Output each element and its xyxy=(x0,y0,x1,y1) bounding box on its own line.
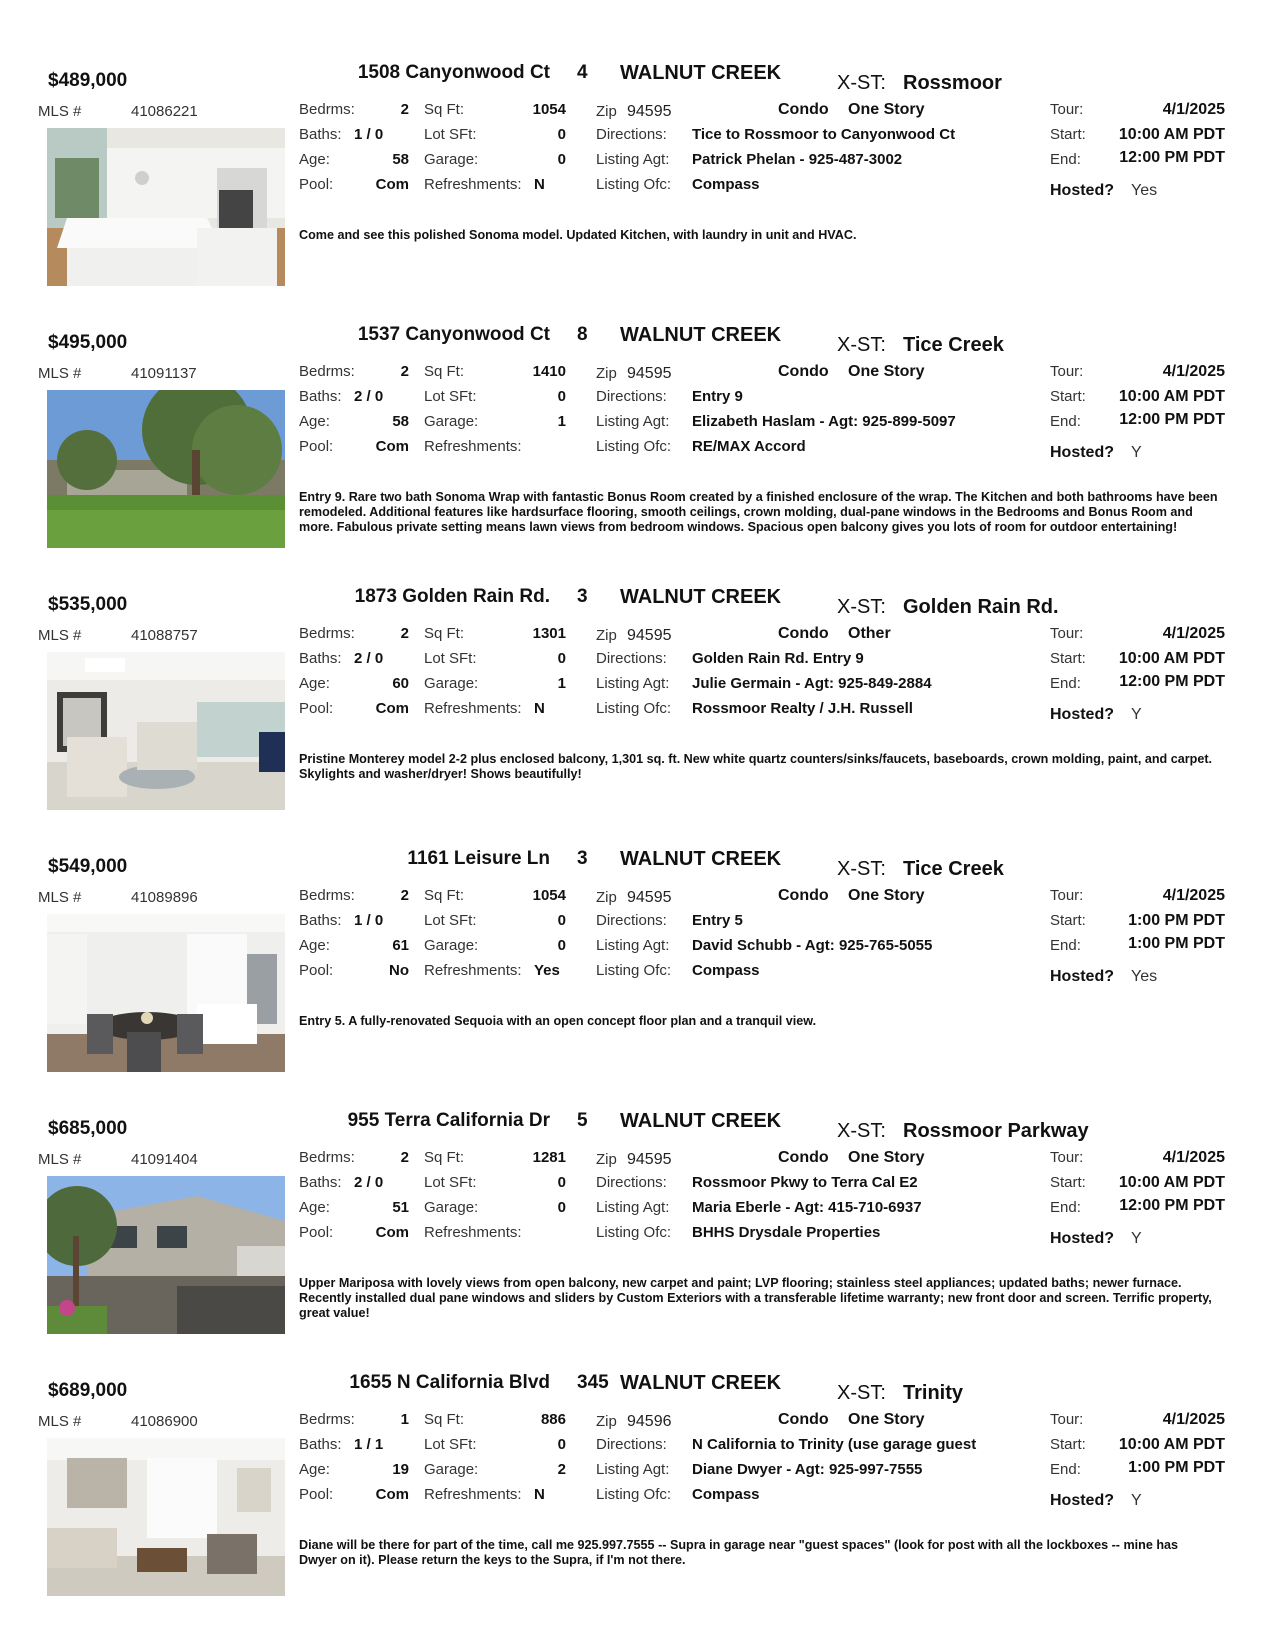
listing-city: WALNUT CREEK xyxy=(620,1372,782,1394)
mls-number: 41091404 xyxy=(131,1151,198,1168)
age-label: Age: xyxy=(299,1461,330,1478)
baths-label: Baths: xyxy=(299,650,342,667)
property-type: Condo xyxy=(778,1149,829,1166)
cross-street-value: Tice Creek xyxy=(903,858,1004,880)
baths-label: Baths: xyxy=(299,1436,342,1453)
hosted-label: Hosted? xyxy=(1050,1492,1114,1509)
lot-sqft-label: Lot SFt: xyxy=(424,1436,477,1453)
zip-value: 94595 xyxy=(627,365,672,382)
hosted-label: Hosted? xyxy=(1050,182,1114,199)
garage-value: 1 xyxy=(557,413,566,430)
zip-value: 94595 xyxy=(627,103,672,120)
hosted-label: Hosted? xyxy=(1050,968,1114,985)
age-label: Age: xyxy=(299,151,330,168)
zip-value: 94595 xyxy=(627,1151,672,1168)
directions-value: Rossmoor Pkwy to Terra Cal E2 xyxy=(692,1174,918,1191)
directions-label: Directions: xyxy=(596,1174,667,1191)
lot-sqft-label: Lot SFt: xyxy=(424,912,477,929)
zip-label: Zip xyxy=(596,627,617,644)
start-time: 10:00 AM PDT xyxy=(1118,388,1225,405)
zip-label: Zip xyxy=(596,103,617,120)
directions-value: Entry 5 xyxy=(692,912,743,929)
listing-office-value: Compass xyxy=(692,1486,760,1503)
property-style: One Story xyxy=(848,101,925,118)
listing-city: WALNUT CREEK xyxy=(620,1110,782,1132)
cross-street-label: X-ST: xyxy=(837,596,886,618)
pool-label: Pool: xyxy=(299,700,334,717)
mls-number: 41088757 xyxy=(131,627,198,644)
garage-label: Garage: xyxy=(424,675,479,692)
mls-label: MLS # xyxy=(38,627,82,644)
zip-value: 94595 xyxy=(627,889,672,906)
tour-label: Tour: xyxy=(1050,101,1084,118)
pool-value: Com xyxy=(375,438,409,455)
listing-address: 1508 Canyonwood Ct xyxy=(357,62,550,83)
listing-card xyxy=(0,62,1275,310)
listing-office-label: Listing Ofc: xyxy=(596,438,672,455)
listing-unit: 5 xyxy=(577,1110,588,1131)
listing-agent-label: Listing Agt: xyxy=(596,1199,670,1216)
garage-value: 0 xyxy=(557,151,566,168)
bedrooms-label: Bedrms: xyxy=(299,101,355,118)
end-time: 12:00 PM PDT xyxy=(1119,673,1225,690)
property-style: One Story xyxy=(848,1411,925,1428)
cross-street-value: Trinity xyxy=(903,1382,964,1404)
hosted-label: Hosted? xyxy=(1050,706,1114,723)
bedrooms-value: 2 xyxy=(400,625,409,642)
listing-unit: 4 xyxy=(577,62,588,83)
listing-agent-label: Listing Agt: xyxy=(596,675,670,692)
end-label: End: xyxy=(1050,675,1081,692)
listing-agent-label: Listing Agt: xyxy=(596,413,670,430)
start-time: 10:00 AM PDT xyxy=(1118,650,1225,667)
refreshments-value: Yes xyxy=(534,962,560,979)
start-label: Start: xyxy=(1050,1436,1086,1453)
hosted-value: Yes xyxy=(1131,182,1158,199)
directions-label: Directions: xyxy=(596,388,667,405)
listing-agent-value: Diane Dwyer - Agt: 925-997-7555 xyxy=(692,1461,923,1478)
listing-description: Diane will be there for part of the time, call me 925.997.7555 -- Supra in garage near "guest spaces" (look for post with all the lockboxes -- mine has Dwyer on it). Please return the keys to the Supra, if I'm not there. xyxy=(299,1538,1179,1567)
listing-card xyxy=(0,1372,1275,1620)
sqft-label: Sq Ft: xyxy=(424,625,465,642)
pool-label: Pool: xyxy=(299,1224,334,1241)
directions-label: Directions: xyxy=(596,650,667,667)
property-type: Condo xyxy=(778,363,829,380)
listing-city: WALNUT CREEK xyxy=(620,62,782,84)
hosted-value: Y xyxy=(1131,1230,1142,1247)
tour-label: Tour: xyxy=(1050,887,1084,904)
cross-street-label: X-ST: xyxy=(837,72,886,94)
mls-label: MLS # xyxy=(38,889,82,906)
listing-office-label: Listing Ofc: xyxy=(596,1486,672,1503)
pool-label: Pool: xyxy=(299,962,334,979)
end-label: End: xyxy=(1050,1199,1081,1216)
sqft-value: 1301 xyxy=(532,625,566,642)
baths-value: 2 / 0 xyxy=(354,650,384,667)
baths-value: 2 / 0 xyxy=(354,388,384,405)
garage-label: Garage: xyxy=(424,151,479,168)
listing-unit: 8 xyxy=(577,324,588,345)
listing-address: 1161 Leisure Ln xyxy=(407,848,550,869)
zip-label: Zip xyxy=(596,889,617,906)
start-time: 10:00 AM PDT xyxy=(1118,1436,1225,1453)
lot-sqft-label: Lot SFt: xyxy=(424,1174,477,1191)
property-style: One Story xyxy=(848,363,925,380)
tour-label: Tour: xyxy=(1050,363,1084,380)
garage-label: Garage: xyxy=(424,937,479,954)
bedrooms-label: Bedrms: xyxy=(299,363,355,380)
tour-date: 4/1/2025 xyxy=(1162,363,1225,380)
listing-card xyxy=(0,324,1275,572)
property-type: Condo xyxy=(778,625,829,642)
property-style: Other xyxy=(848,625,891,642)
listing-photo xyxy=(47,128,285,286)
sqft-label: Sq Ft: xyxy=(424,887,465,904)
cross-street-label: X-ST: xyxy=(837,334,886,356)
pool-value: Com xyxy=(375,1486,409,1503)
bedrooms-value: 2 xyxy=(400,363,409,380)
listing-address: 955 Terra California Dr xyxy=(347,1110,550,1131)
listing-office-value: Compass xyxy=(692,962,760,979)
mls-number: 41086221 xyxy=(131,103,198,120)
end-time: 12:00 PM PDT xyxy=(1119,149,1225,166)
refreshments-value: N xyxy=(534,1486,545,1503)
zip-label: Zip xyxy=(596,1413,617,1430)
age-label: Age: xyxy=(299,937,330,954)
directions-value: Entry 9 xyxy=(692,388,743,405)
garage-label: Garage: xyxy=(424,413,479,430)
listing-office-label: Listing Ofc: xyxy=(596,962,672,979)
listing-agent-value: Maria Eberle - Agt: 415-710-6937 xyxy=(692,1199,922,1216)
end-label: End: xyxy=(1050,1461,1081,1478)
start-label: Start: xyxy=(1050,126,1086,143)
end-time: 12:00 PM PDT xyxy=(1119,411,1225,428)
directions-value: Tice to Rossmoor to Canyonwood Ct xyxy=(692,126,956,143)
listing-description: Entry 9. Rare two bath Sonoma Wrap with fantastic Bonus Room created by a finished enclosure of the wrap. The Kitchen and both bathrooms have been remodeled. Additional features like hardsurface flooring, smooth ceilings, crown molding, dual-pane windows in the Bedrooms and Bonus Room and more. Fabulous private setting means lawn views from bedroom windows. Spacious open balcony gives you lots of room for outdoor entertaining! xyxy=(299,490,1218,534)
hosted-value: Y xyxy=(1131,706,1142,723)
listing-office-value: RE/MAX Accord xyxy=(692,438,806,455)
listing-unit: 3 xyxy=(577,848,588,869)
mls-number: 41089896 xyxy=(131,889,198,906)
listing-photo xyxy=(47,652,285,810)
pool-value: Com xyxy=(375,1224,409,1241)
listing-price: $685,000 xyxy=(48,1118,128,1139)
garage-label: Garage: xyxy=(424,1199,479,1216)
bedrooms-value: 2 xyxy=(400,1149,409,1166)
garage-value: 2 xyxy=(557,1461,566,1478)
mls-label: MLS # xyxy=(38,1413,82,1430)
sqft-value: 1281 xyxy=(532,1149,566,1166)
mls-number: 41086900 xyxy=(131,1413,198,1430)
listing-description: Upper Mariposa with lovely views from open balcony, new carpet and paint; LVP flooring; stainless steel appliances; updated baths; newer furnace. Recently installed dual pane windows and sliders by Custom Exteriors with a transferable lifetime warranty; new front door and screen. Terrific property, great value! xyxy=(299,1276,1212,1320)
end-label: End: xyxy=(1050,937,1081,954)
hosted-value: Yes xyxy=(1131,968,1158,985)
start-label: Start: xyxy=(1050,912,1086,929)
hosted-value: Y xyxy=(1131,1492,1142,1509)
hosted-label: Hosted? xyxy=(1050,1230,1114,1247)
listing-office-value: Compass xyxy=(692,176,760,193)
start-time: 1:00 PM PDT xyxy=(1128,912,1225,929)
listing-card xyxy=(0,586,1275,834)
pool-value: Com xyxy=(375,700,409,717)
tour-date: 4/1/2025 xyxy=(1162,1149,1225,1166)
age-value: 61 xyxy=(392,937,409,954)
property-style: One Story xyxy=(848,887,925,904)
end-time: 1:00 PM PDT xyxy=(1128,1459,1225,1476)
bedrooms-label: Bedrms: xyxy=(299,1411,355,1428)
cross-street-value: Rossmoor Parkway xyxy=(903,1120,1089,1142)
cross-street-label: X-ST: xyxy=(837,1120,886,1142)
lot-sqft-value: 0 xyxy=(557,126,566,143)
lot-sqft-value: 0 xyxy=(557,1174,566,1191)
listing-unit: 345 xyxy=(577,1372,609,1393)
start-time: 10:00 AM PDT xyxy=(1118,126,1225,143)
listing-agent-value: Elizabeth Haslam - Agt: 925-899-5097 xyxy=(692,413,956,430)
start-label: Start: xyxy=(1050,388,1086,405)
directions-value: N California to Trinity (use garage guest xyxy=(692,1436,977,1453)
listing-agent-label: Listing Agt: xyxy=(596,1461,670,1478)
listing-address: 1537 Canyonwood Ct xyxy=(357,324,550,345)
tour-date: 4/1/2025 xyxy=(1162,1411,1225,1428)
refreshments-label: Refreshments: xyxy=(424,176,522,193)
mls-number: 41091137 xyxy=(131,365,197,382)
end-label: End: xyxy=(1050,413,1081,430)
listing-card xyxy=(0,848,1275,1096)
listing-city: WALNUT CREEK xyxy=(620,586,782,608)
age-value: 19 xyxy=(392,1461,409,1478)
refreshments-label: Refreshments: xyxy=(424,700,522,717)
listing-agent-label: Listing Agt: xyxy=(596,151,670,168)
sqft-label: Sq Ft: xyxy=(424,363,465,380)
end-time: 12:00 PM PDT xyxy=(1119,1197,1225,1214)
sqft-value: 886 xyxy=(540,1411,566,1428)
tour-date: 4/1/2025 xyxy=(1162,101,1225,118)
lot-sqft-value: 0 xyxy=(557,912,566,929)
directions-label: Directions: xyxy=(596,126,667,143)
baths-value: 1 / 0 xyxy=(354,126,384,143)
sqft-label: Sq Ft: xyxy=(424,101,465,118)
sqft-value: 1054 xyxy=(532,887,566,904)
start-time: 10:00 AM PDT xyxy=(1118,1174,1225,1191)
baths-label: Baths: xyxy=(299,912,342,929)
listing-agent-label: Listing Agt: xyxy=(596,937,670,954)
listing-agent-value: Julie Germain - Agt: 925-849-2884 xyxy=(692,675,932,692)
pool-value: Com xyxy=(375,176,409,193)
listing-address: 1655 N California Blvd xyxy=(349,1372,550,1393)
listing-photo xyxy=(47,914,285,1072)
lot-sqft-label: Lot SFt: xyxy=(424,388,477,405)
property-type: Condo xyxy=(778,1411,829,1428)
baths-value: 1 / 1 xyxy=(354,1436,384,1453)
tour-date: 4/1/2025 xyxy=(1162,625,1225,642)
refreshments-value: N xyxy=(534,176,545,193)
pool-label: Pool: xyxy=(299,176,334,193)
zip-label: Zip xyxy=(596,1151,617,1168)
tour-date: 4/1/2025 xyxy=(1162,887,1225,904)
property-style: One Story xyxy=(848,1149,925,1166)
listing-price: $495,000 xyxy=(48,332,128,353)
listing-agent-value: David Schubb - Agt: 925-765-5055 xyxy=(692,937,933,954)
property-type: Condo xyxy=(778,887,829,904)
age-label: Age: xyxy=(299,413,330,430)
cross-street-label: X-ST: xyxy=(837,1382,886,1404)
refreshments-label: Refreshments: xyxy=(424,1486,522,1503)
mls-label: MLS # xyxy=(38,103,82,120)
lot-sqft-value: 0 xyxy=(557,1436,566,1453)
tour-label: Tour: xyxy=(1050,1149,1084,1166)
listing-description: Come and see this polished Sonoma model. Updated Kitchen, with laundry in unit and HVAC. xyxy=(299,228,857,242)
hosted-label: Hosted? xyxy=(1050,444,1114,461)
directions-value: Golden Rain Rd. Entry 9 xyxy=(692,650,864,667)
garage-value: 1 xyxy=(557,675,566,692)
listing-office-label: Listing Ofc: xyxy=(596,176,672,193)
listing-price: $535,000 xyxy=(48,594,128,615)
tour-label: Tour: xyxy=(1050,1411,1084,1428)
listing-office-value: Rossmoor Realty / J.H. Russell xyxy=(692,700,913,717)
start-label: Start: xyxy=(1050,1174,1086,1191)
bedrooms-label: Bedrms: xyxy=(299,1149,355,1166)
end-time: 1:00 PM PDT xyxy=(1128,935,1225,952)
listing-photo xyxy=(47,390,285,548)
directions-label: Directions: xyxy=(596,1436,667,1453)
tour-label: Tour: xyxy=(1050,625,1084,642)
mls-label: MLS # xyxy=(38,365,82,382)
baths-value: 2 / 0 xyxy=(354,1174,384,1191)
listing-price: $489,000 xyxy=(48,70,128,91)
age-label: Age: xyxy=(299,675,330,692)
property-type: Condo xyxy=(778,101,829,118)
listing-city: WALNUT CREEK xyxy=(620,848,782,870)
cross-street-value: Golden Rain Rd. xyxy=(903,596,1059,618)
lot-sqft-label: Lot SFt: xyxy=(424,126,477,143)
refreshments-value: N xyxy=(534,700,545,717)
zip-value: 94595 xyxy=(627,627,672,644)
listing-office-value: BHHS Drysdale Properties xyxy=(692,1224,881,1241)
lot-sqft-label: Lot SFt: xyxy=(424,650,477,667)
listing-unit: 3 xyxy=(577,586,588,607)
bedrooms-value: 1 xyxy=(400,1411,409,1428)
bedrooms-label: Bedrms: xyxy=(299,625,355,642)
bedrooms-value: 2 xyxy=(400,101,409,118)
zip-value: 94596 xyxy=(627,1413,672,1430)
pool-label: Pool: xyxy=(299,1486,334,1503)
refreshments-label: Refreshments: xyxy=(424,1224,522,1241)
baths-label: Baths: xyxy=(299,388,342,405)
listing-price: $689,000 xyxy=(48,1380,128,1401)
garage-value: 0 xyxy=(557,937,566,954)
lot-sqft-value: 0 xyxy=(557,650,566,667)
listing-description: Pristine Monterey model 2-2 plus enclosed balcony, 1,301 sq. ft. New white quartz counters/sinks/faucets, baseboards, crown molding, paint, and carpet. Skylights and washer/dryer! Shows beautifully! xyxy=(299,752,1213,781)
bedrooms-label: Bedrms: xyxy=(299,887,355,904)
sqft-value: 1410 xyxy=(532,363,566,380)
listing-address: 1873 Golden Rain Rd. xyxy=(354,586,550,607)
sqft-value: 1054 xyxy=(532,101,566,118)
age-label: Age: xyxy=(299,1199,330,1216)
lot-sqft-value: 0 xyxy=(557,388,566,405)
listing-photo xyxy=(47,1176,285,1334)
bedrooms-value: 2 xyxy=(400,887,409,904)
cross-street-value: Rossmoor xyxy=(903,72,1002,94)
cross-street-value: Tice Creek xyxy=(903,334,1004,356)
age-value: 51 xyxy=(392,1199,409,1216)
listing-description: Entry 5. A fully-renovated Sequoia with an open concept floor plan and a tranquil view. xyxy=(299,1014,817,1028)
start-label: Start: xyxy=(1050,650,1086,667)
age-value: 58 xyxy=(392,413,409,430)
mls-label: MLS # xyxy=(38,1151,82,1168)
age-value: 60 xyxy=(392,675,409,692)
pool-value: No xyxy=(389,962,409,979)
age-value: 58 xyxy=(392,151,409,168)
garage-value: 0 xyxy=(557,1199,566,1216)
cross-street-label: X-ST: xyxy=(837,858,886,880)
listing-card xyxy=(0,1110,1275,1358)
hosted-value: Y xyxy=(1131,444,1142,461)
listing-office-label: Listing Ofc: xyxy=(596,700,672,717)
end-label: End: xyxy=(1050,151,1081,168)
listing-office-label: Listing Ofc: xyxy=(596,1224,672,1241)
baths-label: Baths: xyxy=(299,126,342,143)
sqft-label: Sq Ft: xyxy=(424,1149,465,1166)
listing-agent-value: Patrick Phelan - 925-487-3002 xyxy=(692,151,903,168)
zip-label: Zip xyxy=(596,365,617,382)
baths-label: Baths: xyxy=(299,1174,342,1191)
garage-label: Garage: xyxy=(424,1461,479,1478)
sqft-label: Sq Ft: xyxy=(424,1411,465,1428)
directions-label: Directions: xyxy=(596,912,667,929)
pool-label: Pool: xyxy=(299,438,334,455)
listing-price: $549,000 xyxy=(48,856,128,877)
refreshments-label: Refreshments: xyxy=(424,438,522,455)
listing-city: WALNUT CREEK xyxy=(620,324,782,346)
baths-value: 1 / 0 xyxy=(354,912,384,929)
listing-photo xyxy=(47,1438,285,1596)
refreshments-label: Refreshments: xyxy=(424,962,522,979)
